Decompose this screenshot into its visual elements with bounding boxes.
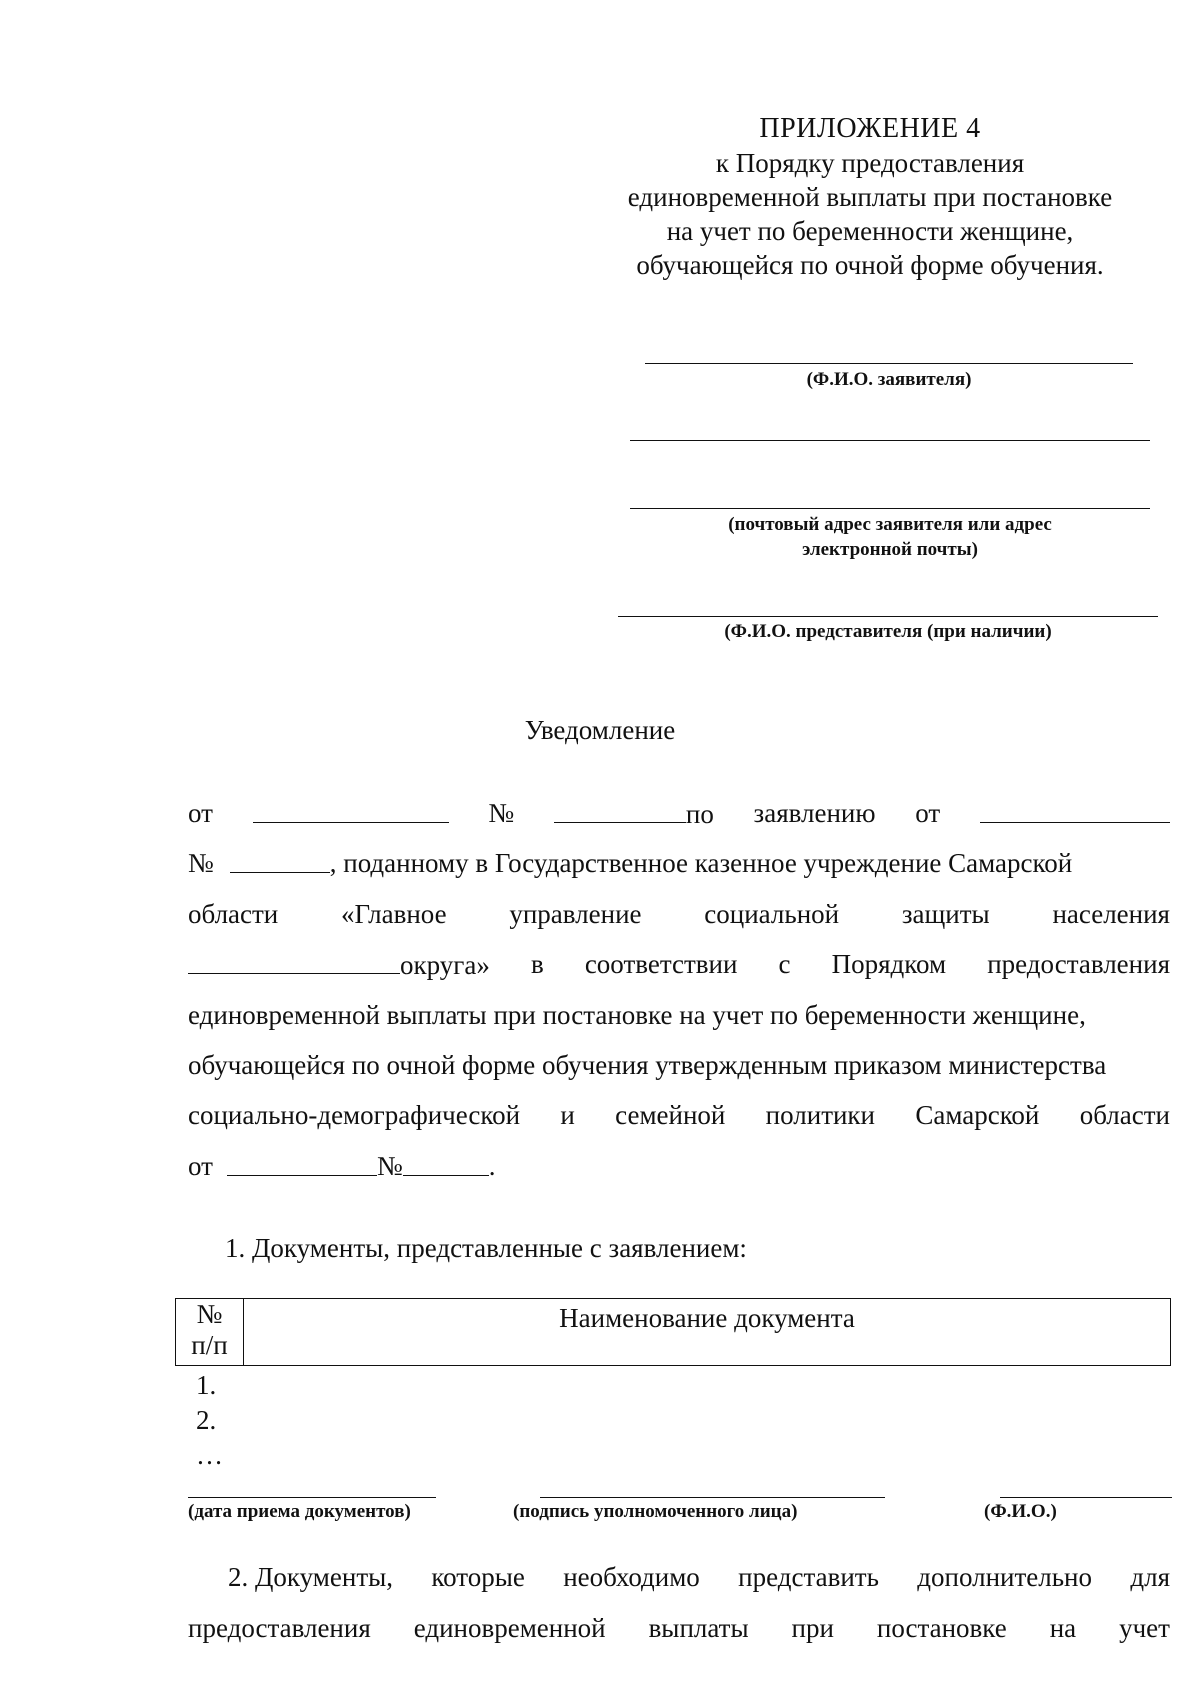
word: предоставления	[188, 1613, 371, 1643]
header-line: единовременной выплаты при постановке	[627, 182, 1113, 212]
applicant-fio-line[interactable]	[645, 363, 1133, 364]
word: социально-демографической	[188, 1100, 521, 1130]
appendix-title: ПРИЛОЖЕНИЕ 4	[759, 113, 981, 144]
word: учет	[1119, 1613, 1170, 1643]
paragraph-text: обучающейся по очной форме обучения утвержденным приказом министерства	[188, 1050, 1107, 1080]
date-received-caption: (дата приема документов)	[188, 1501, 411, 1522]
word: №	[488, 798, 515, 828]
representative-fio-caption: (Ф.И.О. представителя (при наличии)	[724, 621, 1052, 642]
word: которые	[431, 1562, 525, 1592]
word: выплаты	[648, 1613, 749, 1643]
word: «Главное	[341, 899, 447, 929]
word: с	[778, 949, 791, 979]
word: в	[530, 949, 544, 979]
word: от	[915, 798, 941, 828]
word: для	[1130, 1562, 1170, 1592]
applicant-address-caption	[630, 512, 1150, 562]
word: политики	[765, 1100, 876, 1130]
word: населения	[1052, 899, 1170, 929]
section-2-line-1	[228, 1560, 1170, 1594]
word: постановке	[876, 1613, 1007, 1643]
notice-title: Уведомление	[524, 715, 676, 745]
word: .	[488, 1151, 496, 1181]
representative-fio-line[interactable]	[618, 616, 1158, 617]
word: от	[188, 798, 213, 828]
notice-line-3	[188, 897, 1170, 931]
notice-number-blank[interactable]	[554, 796, 686, 823]
word: соответствии	[584, 949, 738, 979]
word: защиты	[901, 899, 990, 929]
word: , поданному в Государственное казенное учреждение Самарской	[329, 848, 1073, 878]
section-2-line-2	[188, 1611, 1170, 1645]
word: управление	[509, 899, 642, 929]
word: дополнительно	[917, 1562, 1092, 1592]
word: социальной	[704, 899, 840, 929]
word: №	[376, 1151, 403, 1181]
notice-line-8	[188, 1149, 1170, 1183]
notice-line-5	[188, 998, 1170, 1032]
word: на	[1049, 1613, 1077, 1643]
order-date-blank[interactable]	[227, 1149, 377, 1176]
caption-line: (почтовый адрес заявителя или адрес	[728, 514, 1052, 535]
word: и	[560, 1100, 575, 1130]
word: 2. Документы,	[228, 1562, 394, 1592]
header-num-pp: п/п	[191, 1330, 228, 1360]
appendix-header	[600, 112, 1140, 282]
word: предоставления	[987, 949, 1170, 979]
table-row: 2.	[196, 1405, 217, 1435]
header-line: на учет по беременности женщине,	[666, 216, 1074, 246]
word: области	[1079, 1100, 1170, 1130]
notice-line-4	[188, 947, 1170, 982]
signature-line[interactable]	[540, 1497, 885, 1498]
word: семейной	[615, 1100, 726, 1130]
word: №	[188, 848, 214, 878]
header-line: к Порядку предоставления	[715, 148, 1025, 178]
notice-line-6	[188, 1048, 1170, 1082]
notice-line-2	[188, 846, 1170, 880]
official-fio-line[interactable]	[1000, 1497, 1172, 1498]
date-received-line[interactable]	[188, 1497, 436, 1498]
word: представить	[738, 1562, 879, 1592]
applicant-address-line-2[interactable]	[630, 508, 1150, 509]
paragraph-text: единовременной выплаты при постановке на учет по беременности женщине,	[188, 1000, 1086, 1030]
order-number-blank[interactable]	[403, 1149, 489, 1176]
word: области	[188, 899, 279, 929]
caption-line: электронной почты)	[802, 539, 978, 560]
signature-caption: (подпись уполномоченного лица)	[513, 1501, 798, 1522]
notice-line-7	[188, 1098, 1170, 1132]
official-fio-caption: (Ф.И.О.)	[984, 1501, 1057, 1522]
word: Порядком	[831, 949, 947, 979]
table-row: 1.	[196, 1370, 217, 1400]
header-line: обучающейся по очной форме обучения.	[636, 250, 1104, 280]
table-header-row	[176, 1299, 1171, 1366]
header-num-symbol: №	[196, 1299, 223, 1329]
notice-line-1	[188, 796, 1170, 831]
table-header-name: Наименование документа	[244, 1299, 1171, 1366]
word: Самарской	[915, 1100, 1040, 1130]
applicant-address-line-1[interactable]	[630, 440, 1150, 441]
table-header-num	[176, 1299, 244, 1366]
district-blank[interactable]	[188, 947, 400, 974]
notice-date-blank[interactable]	[253, 796, 449, 823]
word: округа»	[400, 950, 490, 980]
word: при	[791, 1613, 834, 1643]
word: от	[188, 1151, 213, 1181]
word: единовременной	[413, 1613, 606, 1643]
table-row: …	[196, 1440, 223, 1470]
word: заявлению	[753, 798, 876, 828]
application-number-blank[interactable]	[230, 846, 330, 873]
documents-table	[175, 1298, 1171, 1366]
word: необходимо	[563, 1562, 700, 1592]
application-date-blank[interactable]	[980, 796, 1170, 823]
section-1-heading: 1. Документы, представленные с заявлением:	[225, 1233, 747, 1263]
word: по	[685, 799, 714, 829]
applicant-fio-caption: (Ф.И.О. заявителя)	[806, 369, 972, 390]
